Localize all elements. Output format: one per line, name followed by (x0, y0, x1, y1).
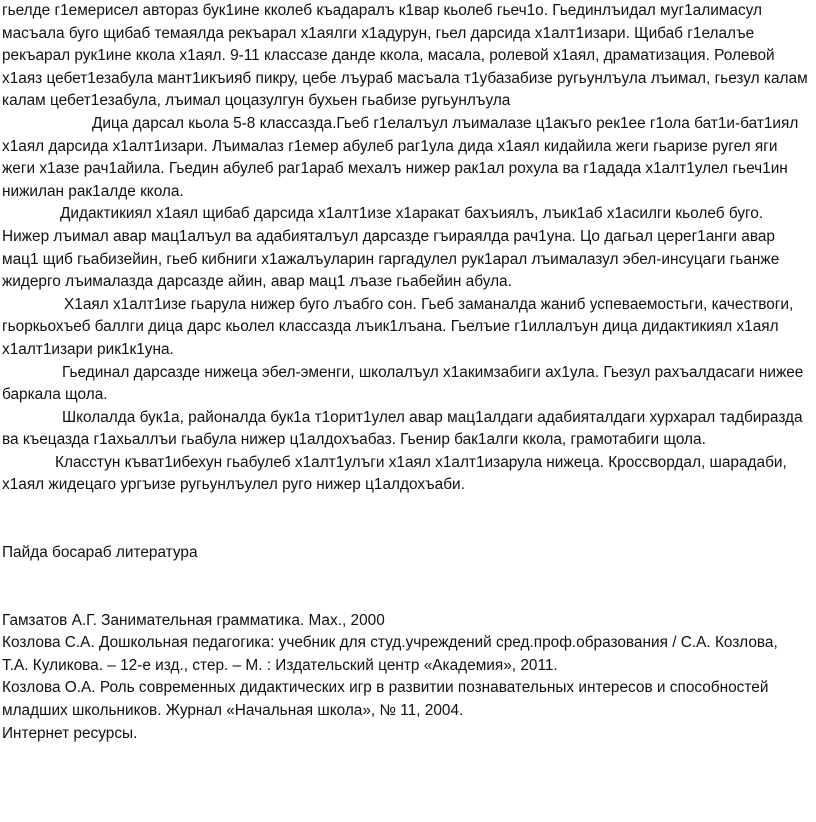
literature-item: Козлова С.А. Дошкольная педагогика: учебник для студ.учреждений сред.проф.образования / С.А. Козлова, Т.А. Куликова. – 12-е изд., стер. – М. : Издательский центр «Академия», 2011. (2, 634, 778, 674)
spacer (2, 497, 808, 542)
literature-item: Гамзатов А.Г. Занимательная грамматика. Мах., 2000 (2, 611, 385, 629)
paragraph: гьелде г1емерисел автораз бук1ине кколеб къадаралъ к1вар кьолеб гьеч1о. Гьединлъидал муг1алимасул масъала буго щибаб темаялда рекъарал х1аялги х1адурун, гьел дарсида х1алт1изари. Щибаб г1елалъе рекъарал рук1ине ккола х1аял. 9-11 классазе данде ккола, масала, ролевой х1аял, драматизация. Ролевой х1аяз цебет1езабула мант1икъияб пикру, цебе лъураб масъала т1убазабизе ругьунлъула лъимал, гьезул калам калам цебет1езабула, лъимал цоцазулгун бухьен гьабизе ругьунлъула (2, 2, 808, 110)
paragraph: Класстун къват1ибехун гьабулеб х1алт1улъги х1аял х1алт1изарула нижеца. Кроссвордал, шарадаби, х1аял жидецаго ургъизе ругьунлъулел руго нижер ц1алдохъаби. (2, 453, 787, 494)
literature-item: Интернет ресурсы. (2, 724, 138, 742)
paragraph: Х1аял х1алт1изе гьарула нижер буго лъабго сон. Гьеб заманалда жаниб успеваемостьги, качествоги, гьоркьохъеб баллги дица дарс кьолел классазда лъик1лъана. Гьелъие г1иллалъун дица дидактикиял х1аял х1алт1изари рик1к1уна. (2, 295, 794, 358)
literature-item: Козлова О.А. Роль современных дидактических игр в развитии познавательных интересов и способностей младших школьников. Журнал «Начальная школа», № 11, 2004. (2, 679, 769, 720)
paragraph: Гьединал дарсазде нижеца эбел-эменги, школалъул х1акимзабиги ах1ула. Гьезул рахъалдасаги нижее баркала щола. (2, 363, 804, 404)
paragraph: Дица дарсал кьола 5-8 классазда.Гьеб г1елалъул лъималазе ц1акъго рек1ее г1ола бат1и-бат1иял х1аял дарсида х1алт1изари. Лъималаз г1емер абулеб раг1ула дида х1аял кидайила жеги гьаризе ругел яги жеги х1азе рач1айила. Гьедин абулеб раг1араб мехалъ нижер рак1ал рохула ва г1адада х1алт1улел гьеч1ин нижилан рак1алде ккола. (2, 114, 799, 200)
paragraph: Дидактикиял х1аял щибаб дарсида х1алт1изе х1аракат бахъиялъ, лъик1аб х1асилги кьолеб буго. Нижер лъимал авар мац1алъул ва адабияталъул дарсазде гъираялда рач1уна. Цо дагьал церег1анги авар мац1 щиб гьабизейин, гьеб кибниги х1ажалъуларин гаргадулел рук1арал лъималазул эбел-инсуцаги гьанже жидерго лъималазда дарсазде айин, авар мац1 лъазе гьабейин абула. (2, 205, 780, 291)
spacer (2, 565, 808, 610)
literature-heading: Пайда босараб литература (2, 544, 198, 562)
paragraph: Школалда бук1а, районалда бук1а т1орит1улел авар мац1алдаги адабияталдаги хурхарал тадбиразда ва къецазда г1ахьаллъи гьабула нижер ц1алдохъабаз. Гьенир бак1алги ккола, грамотабиги щола. (2, 408, 803, 449)
